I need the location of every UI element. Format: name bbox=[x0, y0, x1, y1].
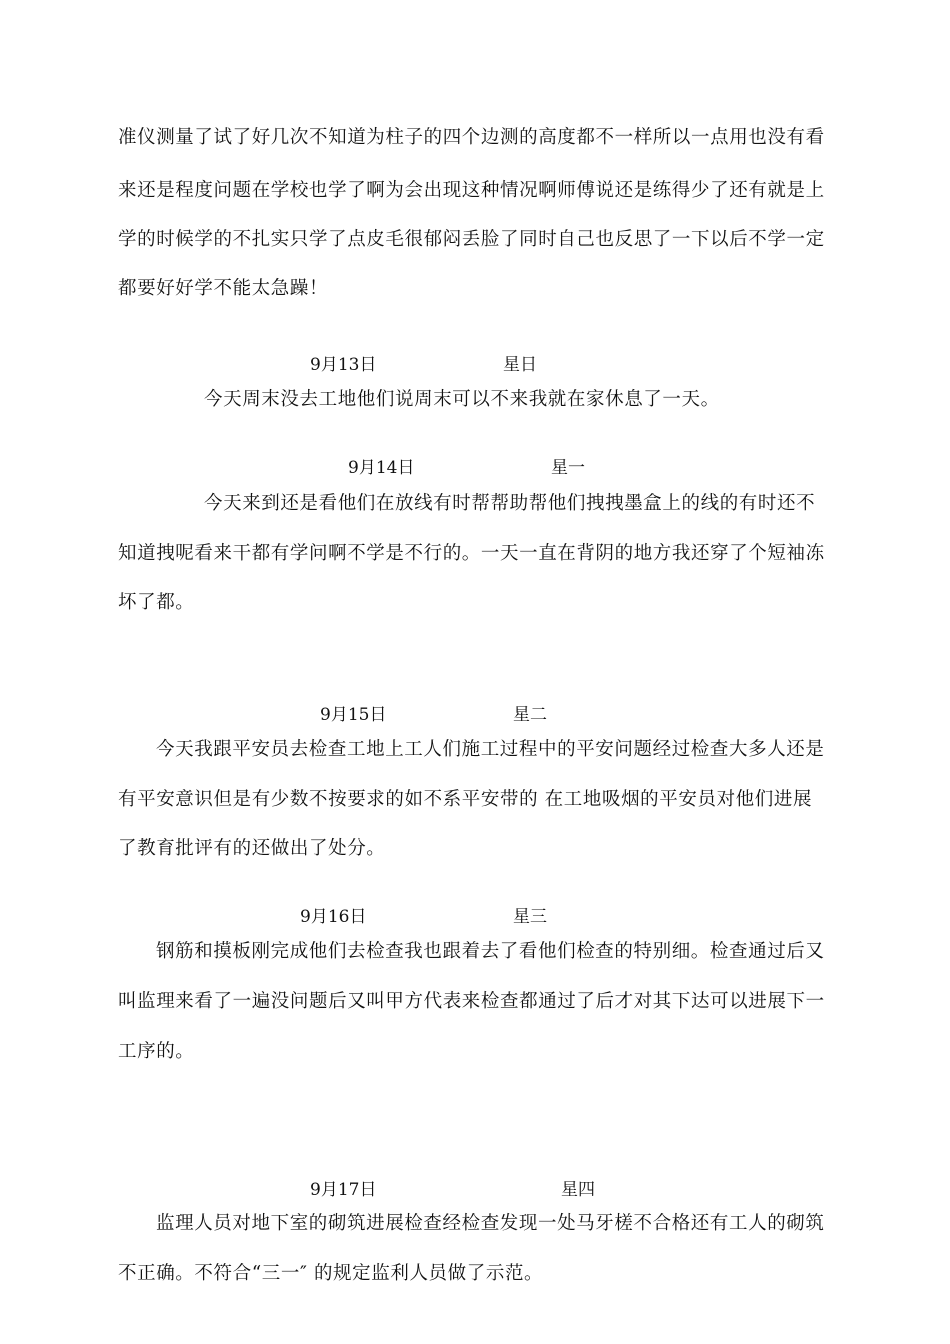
text-line: 钢筋和摸板刚完成他们去检查我也跟着去了看他们检查的特别细。检查通过后又 bbox=[156, 941, 825, 962]
entry-weekday: 星一 bbox=[551, 458, 585, 478]
entry-date: 9月14日 bbox=[348, 458, 415, 478]
text-line: 都要好好学不能太急躁！ bbox=[118, 278, 329, 299]
entry-weekday: 星三 bbox=[513, 907, 547, 927]
entry-date: 9月13日 bbox=[310, 355, 377, 375]
text-line: 监理人员对地下室的砌筑进展检查经检查发现一处马牙槎不合格还有工人的砌筑 bbox=[156, 1213, 825, 1234]
text-line: 了教育批评有的还做出了处分。 bbox=[118, 838, 386, 859]
text-line: 工序的。 bbox=[118, 1041, 195, 1062]
text-line: 学的时候学的不扎实只学了点皮毛很郁闷丢脸了同时自己也反思了一下以后不学一定 bbox=[118, 229, 825, 250]
entry-weekday: 星日 bbox=[503, 355, 537, 375]
text-line: 今天我跟平安员去检查工地上工人们施工过程中的平安问题经过检查大多人还是 bbox=[156, 739, 825, 760]
text-line: 来还是程度问题在学校也学了啊为会出现这种情况啊师傅说还是练得少了还有就是上 bbox=[118, 180, 825, 201]
text-line: 今天来到还是看他们在放线有时帮帮助帮他们拽拽墨盒上的线的有时还不 bbox=[204, 493, 816, 514]
entry-date: 9月15日 bbox=[320, 705, 387, 725]
entry-date: 9月17日 bbox=[310, 1180, 377, 1200]
text-line: 不正确。不符合“三一″ 的规定监利人员做了示范。 bbox=[118, 1263, 544, 1284]
text-line: 准仪测量了试了好几次不知道为柱子的四个边测的高度都不一样所以一点用也没有看 bbox=[118, 127, 825, 148]
text-line: 有平安意识但是有少数不按要求的如不系平安带的 在工地吸烟的平安员对他们进展 bbox=[118, 789, 813, 810]
entry-date: 9月16日 bbox=[300, 907, 367, 927]
entry-weekday: 星二 bbox=[513, 705, 547, 725]
text-line: 知道拽呢看来干都有学问啊不学是不行的。一天一直在背阴的地方我还穿了个短袖冻 bbox=[118, 543, 825, 564]
entry-weekday: 星四 bbox=[561, 1180, 595, 1200]
text-line: 坏了都。 bbox=[118, 592, 195, 613]
text-line: 今天周末没去工地他们说周末可以不来我就在家休息了一天。 bbox=[204, 389, 720, 410]
text-line: 叫监理来看了一遍没问题后又叫甲方代表来检查都通过了后才对其下达可以进展下一 bbox=[118, 991, 825, 1012]
